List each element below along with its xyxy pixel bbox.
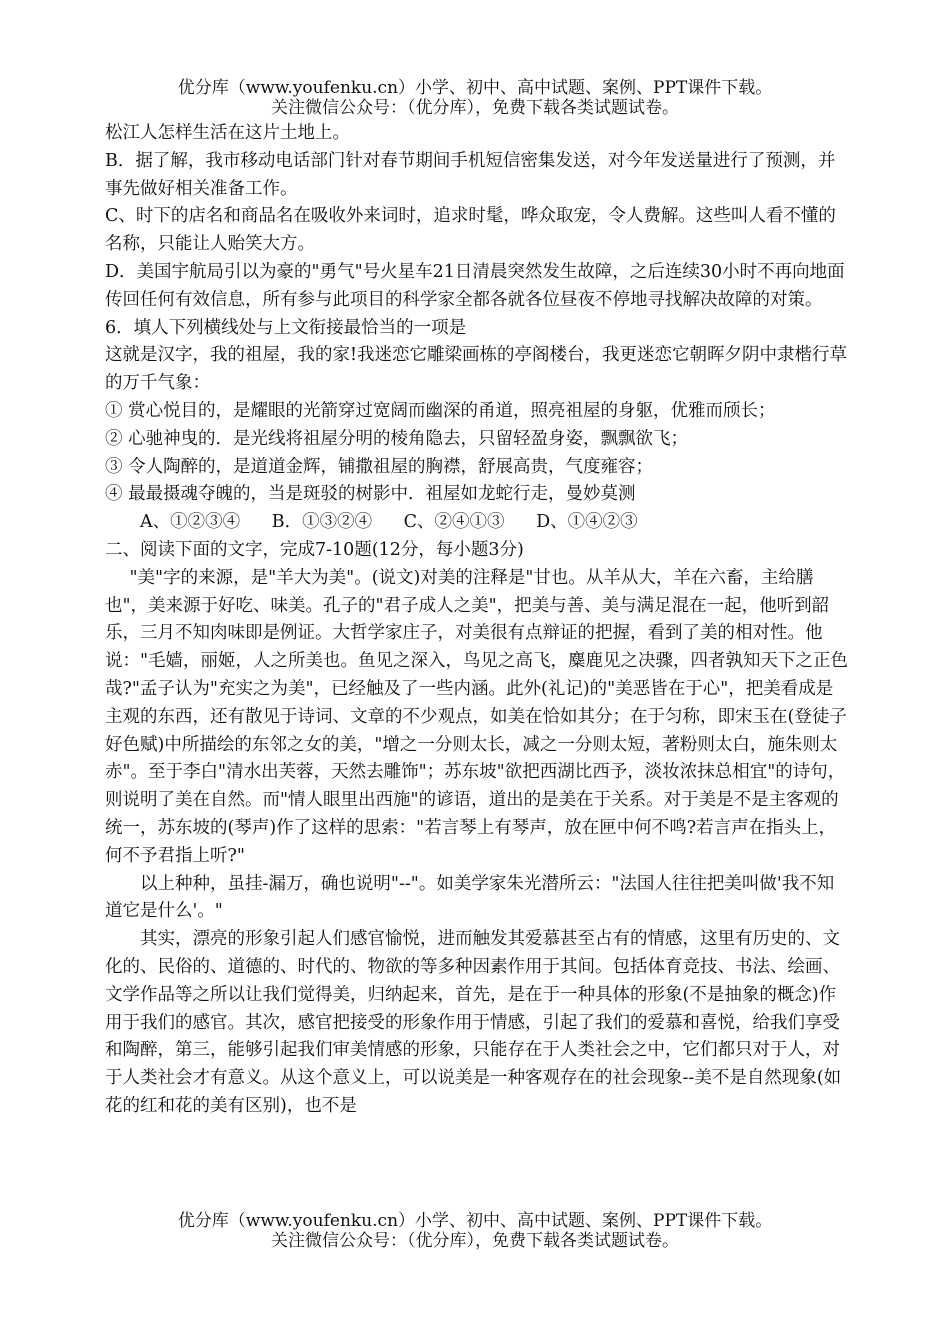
q5-option-d: D．美国宇航局引以为豪的"勇气"号火星车21日清晨突然发生故障，之后连续30小时不再向地面传回任何有效信息，所有参与此项目的科学家全都各就各位昼夜不停地寻找解决故障的对策。: [105, 261, 845, 310]
q5-option-b: B．据了解，我市移动电话部门针对春节期间手机短信密集发送，对今年发送量进行了预测，并事先做好相关准备工作。: [105, 150, 836, 199]
footer-line-1: 优分库（www.youfenku.cn）小学、初中、高中试题、案例、PPT课件下载。: [177, 1211, 773, 1231]
reading-paragraph-1: "美"字的来源，是"羊大为美"。(说文)对美的注释是"甘也。从羊从大，羊在六畜，主给膳也"，美来源于好吃、味美。孔子的"君子成人之美"，把美与善、美与满足混在一起，他听到韶乐，三月不知肉味即是例证。大哲学家庄子，对美很有点辩证的把握，看到了美的相对性。他说："毛嫱，丽姬，人之所美也。鱼见之深入，鸟见之高飞，麋鹿见之决骤，四者孰知天下之正色哉?"孟子认为"充实之为美"，已经触及了一些内涵。此外(礼记)的"美恶皆在于心"，把美看成是主观的东西，还有散见于诗词、文章的不少观点，如美在恰如其分；在于匀称，即宋玉在(登徒子好色赋)中所描绘的东邻之女的美，"增之一分则太长，减之一分则太短，著粉则太白，施朱则太赤"。至于李白"清水出芙蓉，天然去雕饰"；苏东坡"欲把西湖比西予，淡妆浓抹总相宜"的诗句，则说明了美在自然。而"情人眼里出西施"的谚语，道出的是美在于关系。对于美是不是主客观的统一，苏东坡的(琴声)作了这样的思索："若言琴上有琴声，放在匣中何不鸣?若言声在指头上，何不予君指上听?": [105, 567, 849, 866]
reading-paragraph-2: 以上种种，虽挂-漏万，确也说明"--"。如美学家朱光潜所云："法国人往往把美叫做'我不知道它是什么'。": [105, 873, 835, 922]
q5-option-c: C、时下的店名和商品名在吸收外来词时，追求时髦，哗众取宠，令人费解。这些叫人看不懂的名称，只能让人贻笑大方。: [105, 206, 836, 255]
q6-answer-choices: [105, 509, 850, 537]
q6-item-2: ② 心驰神曳的．是光线将祖屋分明的棱角隐去，只留轻盈身姿，飘飘欲飞；: [105, 428, 689, 449]
page-header: [0, 78, 950, 118]
q6-choice-d: D、①④②③: [536, 512, 638, 533]
q5-option-a-continued: 松江人怎样生活在这片土地上。: [105, 123, 350, 143]
q6-choice-b: B．①③②④: [271, 512, 373, 533]
q6-stem: 6．填人下列横线处与上文衔接最恰当的一项是: [105, 317, 467, 338]
q6-choice-a: A、①②③④: [140, 512, 241, 533]
q6-choice-c: C、②④①③: [403, 512, 505, 533]
q6-item-3: ③ 令人陶醉的，是道道金辉，铺撒祖屋的胸襟，舒展高贵，气度雍容；: [105, 456, 654, 477]
q6-item-1: ① 赏心悦目的，是耀眼的光箭穿过宽阔而幽深的甬道，照亮祖屋的身躯，优雅而颀长；: [105, 400, 776, 421]
footer-line-2: 关注微信公众号：（优分库），免费下载各类试题试卷。: [271, 1231, 679, 1251]
reading-paragraph-3: 其实，漂亮的形象引起人们感官愉悦，进而触发其爱慕甚至占有的情感，这里有历史的、文化的、民俗的、道德的、时代的、物欲的等多种因素作用于其间。包括体育竞技、书法、绘画、文学作品等之所以让我们觉得美，归纳起来，首先，是在于一种具体的形象(不是抽象的概念)作用于我们的感官。其次，感官把接受的形象作用于情感，引起了我们的爱慕和喜悦，给我们享受和陶醉，第三，能够引起我们审美情感的形象，只能存在于人类社会之中，它们都只对于人，对于人类社会才有意义。从这个意义上，可以说美是一种客观存在的社会现象--美不是自然现象(如花的红和花的美有区别)，也不是: [105, 929, 842, 1116]
header-line-1: 优分库（www.youfenku.cn）小学、初中、高中试题、案例、PPT课件下载。: [177, 78, 773, 98]
page-footer: [0, 1211, 950, 1251]
q6-item-4: ④ 最最摄魂夺魄的，当是斑驳的树影中．祖屋如龙蛇行走，曼妙莫测: [105, 484, 636, 505]
section-2-title: 二、阅读下面的文字，完成7-10题(12分，每小题3分): [105, 539, 524, 560]
q6-passage: 这就是汉字，我的祖屋，我的家!我迷恋它雕梁画栋的亭阁楼台，我更迷恋它朝晖夕阴中隶楷行草的万千气象：: [105, 345, 848, 394]
header-line-2: 关注微信公众号：（优分库），免费下载各类试题试卷。: [271, 98, 679, 118]
document-body: [105, 120, 850, 1121]
